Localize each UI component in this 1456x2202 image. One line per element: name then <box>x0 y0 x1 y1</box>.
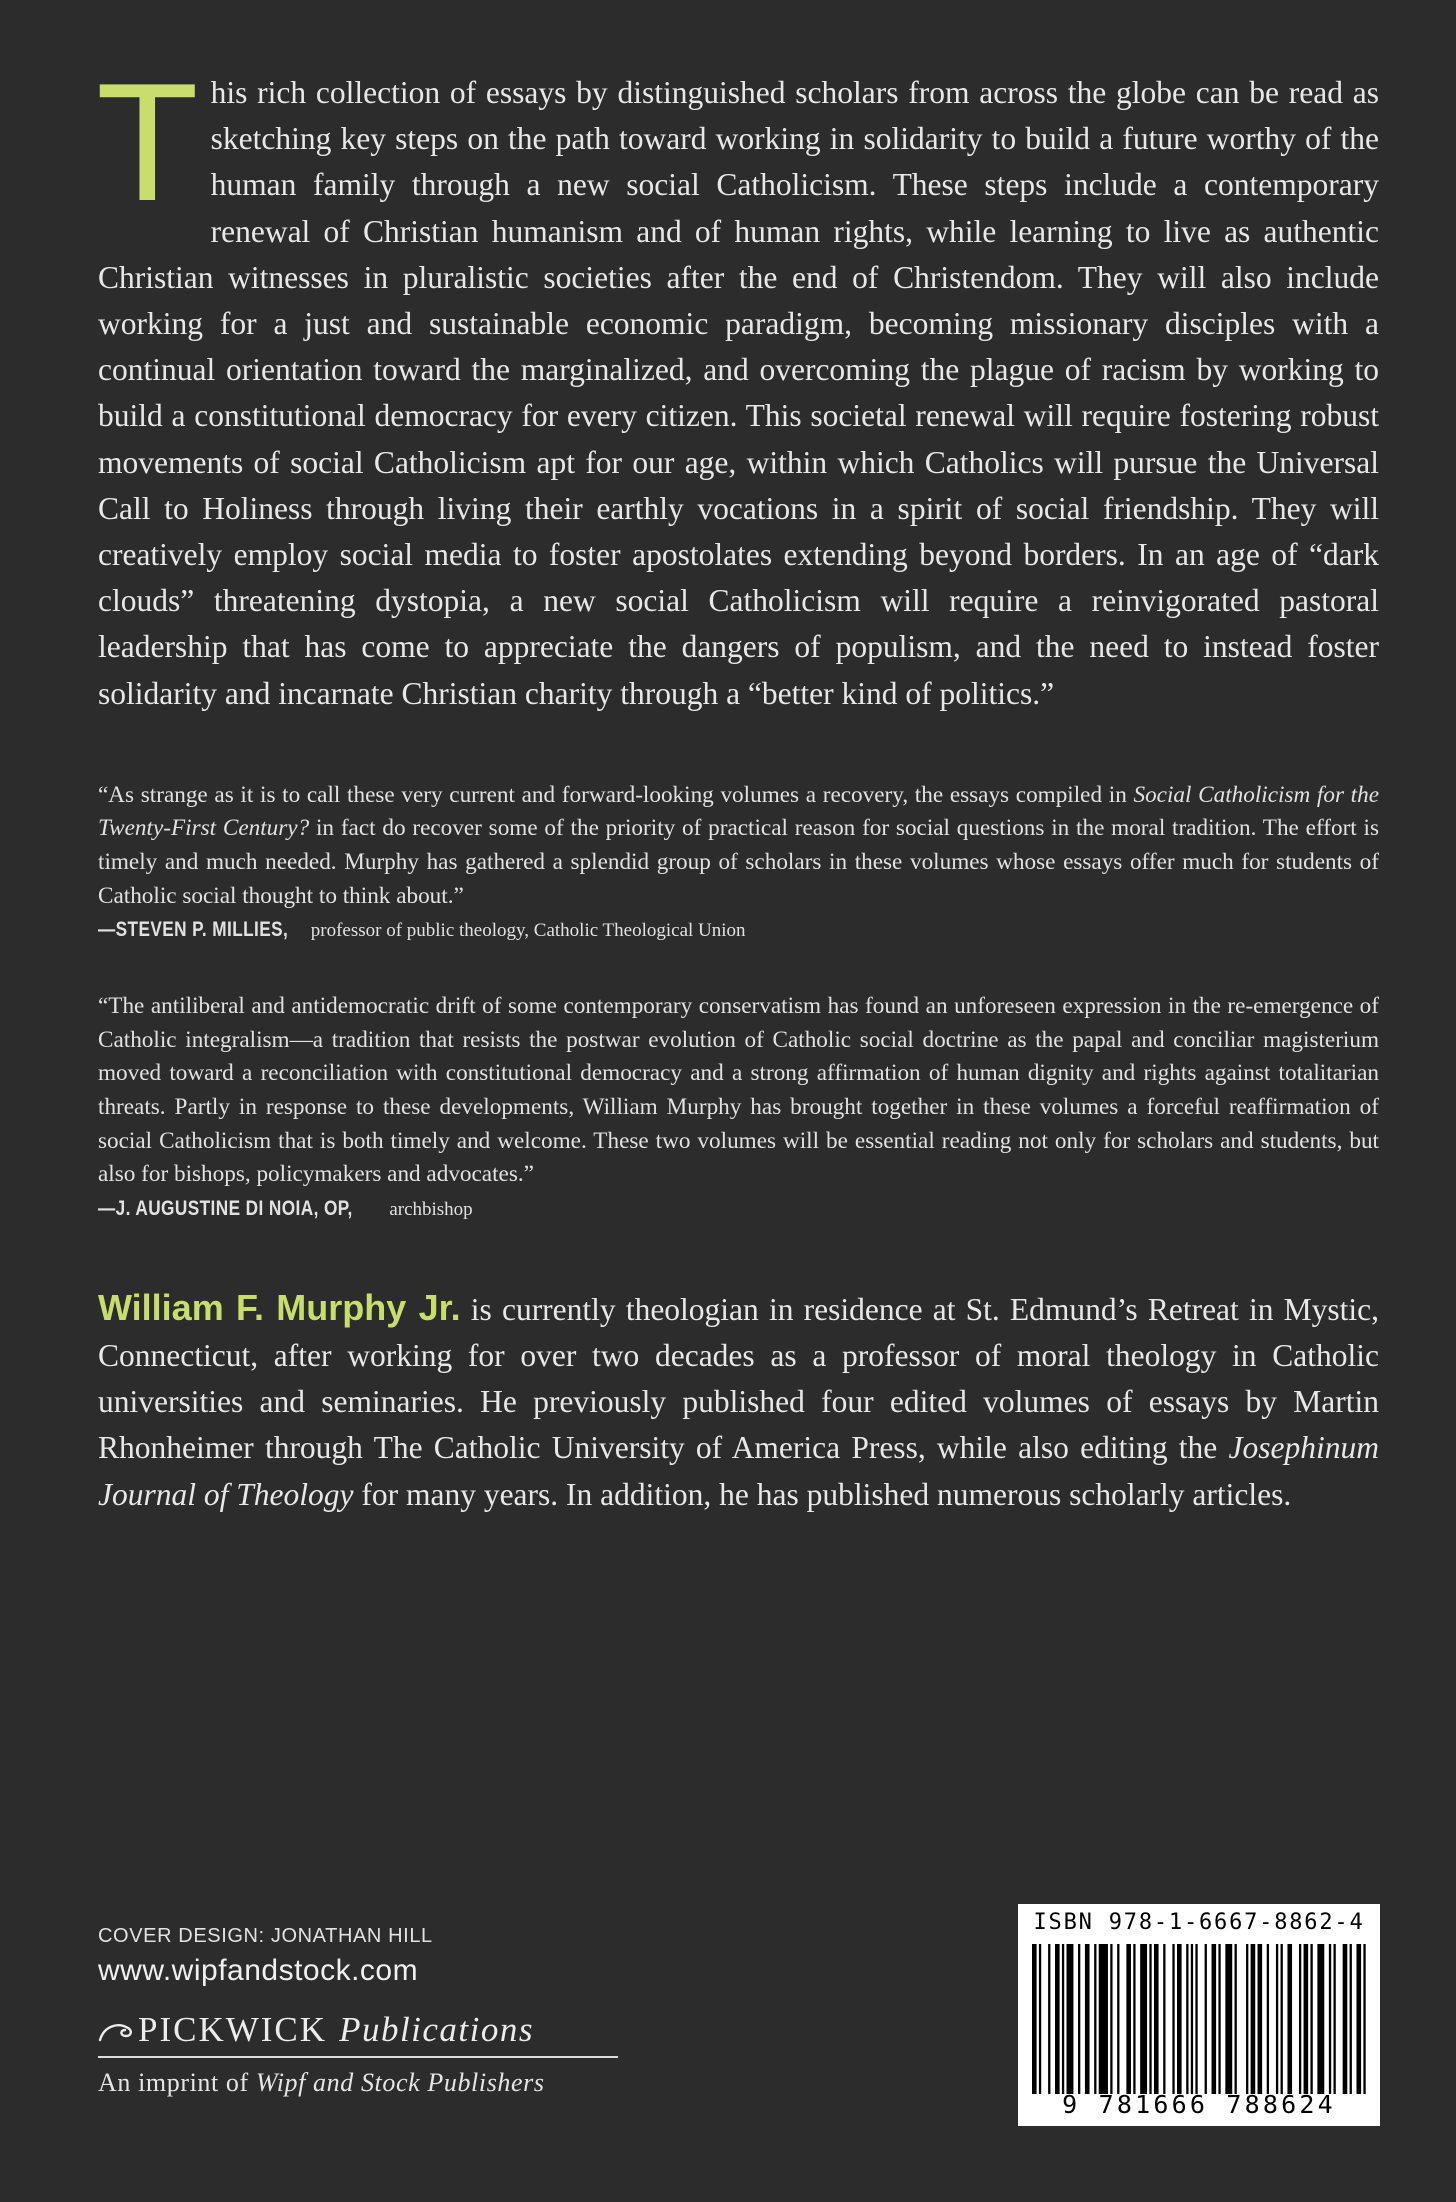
barcode-bar <box>1032 1944 1037 2094</box>
bio-text: is currently theologian in residence at St. Edmund’s Retreat in Mystic, Connecticut, after working for over two decades as a professor of moral theology in Catholic universities and seminaries. He previously published four edited volumes of essays by Martin Rhonheimer through The Catholic University of America Press, while also editing the <box>98 1291 1379 1466</box>
barcode-bar <box>1133 1944 1135 2094</box>
barcode-bar <box>1276 1944 1278 2094</box>
barcode-bar <box>1078 1944 1080 2094</box>
blurb-text: his rich collection of essays by distinguished scholars from across the globe can be read as sketching key steps on the path toward working in solidarity to build a future worthy of the human family through a new social Catholicism. These steps include a contemporary renewal of Christian humanism and of human rights, while learning to live as authentic Christian witnesses in pluralistic societies after the end of Christendom. They will also include working for a just and sustainable economic paradigm, becoming missionary disciples with a continual orientation toward the marginalized, and overcoming the plague of racism by working to build a constitutional democracy for every citizen. This societal renewal will require fostering robust movements of social Catholicism apt for our age, within which Catholics will pursue the Universal Call to Holiness through living their earthly vocations in a spirit of social friendship. They will creatively employ social media to foster apostolates extending beyond borders. In an age of “dark clouds” threatening dystopia, a new social Catholicism will require a reinvigorated pastoral leadership that has come to appreciate the dangers of populism, and the need to instead foster solidarity and incarnate Christian charity through a “better kind of politics.” <box>98 75 1379 711</box>
endorsement-attribution <box>98 1194 1379 1225</box>
endorsement-quote <box>98 779 1379 913</box>
barcode-icon <box>1032 1944 1368 2094</box>
barcode-bar <box>1333 1944 1335 2094</box>
barcode-bar <box>1218 1944 1220 2094</box>
drop-cap: T <box>96 48 199 236</box>
publisher-logo <box>98 2010 658 2050</box>
bio-text: for many years. In addition, he has published numerous scholarly articles. <box>353 1476 1292 1512</box>
isbn-label: ISBN 978-1-6667-8862-4 <box>1033 1910 1365 1935</box>
barcode-bar <box>1154 1944 1159 2094</box>
barcode-bar <box>1195 1944 1197 2094</box>
endorsement-attribution <box>98 915 1379 946</box>
barcode-bar <box>1281 1944 1283 2094</box>
barcode-bar <box>1317 1944 1324 2094</box>
swirl-icon <box>98 2020 136 2044</box>
imprint-text: An imprint of <box>98 2068 256 2097</box>
endorser-name: —STEVEN P. MILLIES, <box>98 918 289 942</box>
barcode-bar <box>1163 1944 1165 2094</box>
barcode-bar <box>1304 1944 1309 2094</box>
barcode-bar <box>1310 1944 1312 2094</box>
endorsement-millies <box>98 779 1379 946</box>
barcode-bar <box>1205 1944 1207 2094</box>
publisher-footer <box>98 1925 658 2098</box>
barcode-digits: 9 781666 788624 <box>1062 2090 1336 2119</box>
endorsement-quote: “The antiliberal and antidemocratic drift of some contemporary conservatism has found an unforeseen expression in the re-emergence of Catholic integralism—a tradition that resists the postwar evolution of Catholic social doctrine as the papal and conciliar magisterium moved toward a reconciliation with constitutional democracy and a strong affirmation of human dignity and rights against totalitarian threats. Partly in response to these developments, William Murphy has brought together in these volumes a forceful reaffirmation of social Catholicism that is both timely and welcome. These two volumes will be essential reading not only for scholars and students, but also for bishops, policymakers and advocates.” <box>98 993 1379 1188</box>
barcode-bar <box>1343 1944 1348 2094</box>
barcode-bar <box>1099 1944 1108 2094</box>
publisher-website: www.wipfandstock.com <box>98 1954 419 1987</box>
publisher-name-italic: Publications <box>339 2010 534 2049</box>
imprint-line <box>98 2068 658 2098</box>
barcode-bar <box>1055 1944 1060 2094</box>
endorsement-di-noia <box>98 990 1379 1225</box>
barcode-bar <box>1149 1944 1151 2094</box>
journal-title: Josephinum Journal of Theology <box>98 1430 1379 1512</box>
barcode-bar <box>1048 1944 1050 2094</box>
barcode-bar <box>1094 1944 1096 2094</box>
barcode-bar <box>1117 1944 1119 2094</box>
book-title: Social Catholicism for the Twenty-First Century? <box>98 781 1379 842</box>
barcode-bar <box>1172 1944 1174 2094</box>
barcode-bar <box>1350 1944 1352 2094</box>
barcode-bar <box>1110 1944 1112 2094</box>
author-name: William F. Murphy Jr. <box>98 1286 461 1328</box>
barcode-bar <box>1363 1944 1365 2094</box>
quote-text: “As strange as it is to call these very current and forward-looking volumes a recovery, the essays compiled in <box>98 781 1134 808</box>
barcode-bar <box>1126 1944 1131 2094</box>
barcode-bar <box>1246 1944 1248 2094</box>
barcode-bar <box>1287 1944 1292 2094</box>
endorsements <box>98 779 1379 1225</box>
barcode-bar <box>1177 1944 1182 2094</box>
cover-design-credit: COVER DESIGN: JONATHAN HILL <box>98 1925 433 1947</box>
barcode-bar <box>1085 1944 1090 2094</box>
barcode-bar <box>1329 1944 1331 2094</box>
publisher-name: PICKWICK <box>138 2010 328 2049</box>
endorser-name: —J. AUGUSTINE DI NOIA, OP, <box>98 1196 353 1220</box>
author-bio <box>98 1285 1379 1518</box>
barcode-bar <box>1186 1944 1188 2094</box>
book-blurb <box>96 48 1379 717</box>
barcode-bar <box>1267 1944 1269 2094</box>
barcode-bar <box>1191 1944 1193 2094</box>
barcode-bar <box>1067 1944 1074 2094</box>
back-cover-content <box>96 48 1379 1549</box>
endorser-title: professor of public theology, Catholic Theological Union <box>306 920 746 942</box>
barcode-bar <box>1251 1944 1256 2094</box>
barcode-bar <box>1235 1944 1237 2094</box>
endorser-title: archbishop <box>384 1198 473 1220</box>
isbn-barcode <box>1018 1904 1380 2126</box>
barcode-bar <box>1039 1944 1041 2094</box>
barcode-bar <box>1225 1944 1232 2094</box>
barcode-bar <box>1299 1944 1301 2094</box>
divider <box>98 2056 618 2058</box>
imprint-publisher: Wipf and Stock Publishers <box>255 2068 545 2097</box>
barcode-bar <box>1062 1944 1064 2094</box>
barcode-bar <box>1258 1944 1263 2094</box>
barcode-bar <box>1140 1944 1147 2094</box>
barcode-bar <box>1356 1944 1361 2094</box>
quote-text: in fact do recover some of the priority of practical reason for social questions in the moral tradition. The effort is timely and much needed. Murphy has gathered a splendid group of scholars in these volumes whose essays offer much for students of Catholic social thought to think about.” <box>98 815 1379 909</box>
barcode-bar <box>1212 1944 1217 2094</box>
